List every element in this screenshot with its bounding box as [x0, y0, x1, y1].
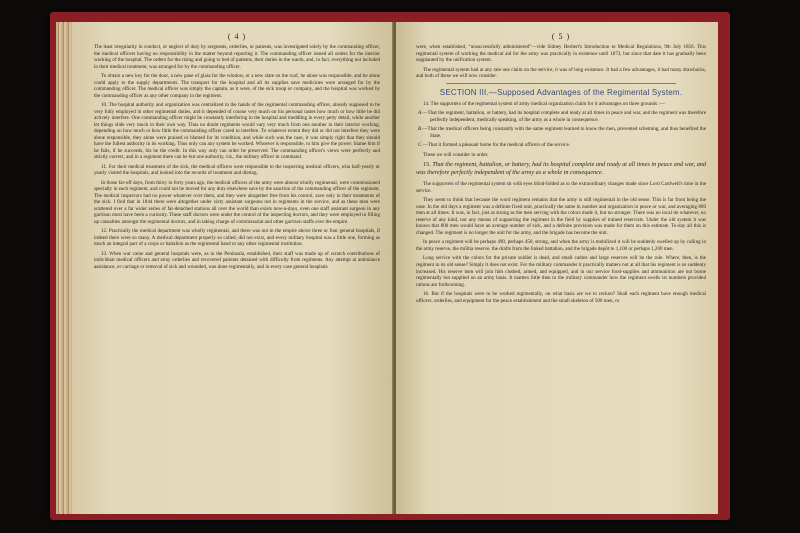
paragraph: 16. But if the hospitals were to be worked regimentally, on what basis are we to reckon? Shall each regiment have enough medical officers, orderlies, and equipment for the peace establishment and the small skeleton of 500 men, or — [416, 291, 706, 304]
advantage-text: —That the regiment, battalion, or battery, had its hospital complete and ready at all times in peace and war, and the regiment was therefore perfectly independent, medically speaking, of the army as a whole in consequence. — [422, 110, 706, 123]
paragraph: 11. For their medical treatment of the sick, the medical officers were responsible to the inspecting medical officers, who half-yearly or yearly visited the hospitals, and looked into the records of treatment and dieting. — [94, 163, 380, 177]
paragraph: They seem to think that because the word regiment remains that the army is still regimental in the old sense. This is far from being the case. In the old days a regiment was a definite fixed unit, practically the same in number and organization in peace or war, and averaging 800 men at all times. It was, in fact, just as strong as the men serving with the colors made it, but no stronger. There was no local tie whatever, no reserve of any kind, nor any means of supporting the regiment in the field by supplies of trained reservists. Under the old system it was known that 800 men would have an average number of sick, and a definite provision was made for them on this estimate. To-day all this is changed. The regiment is no longer the unit for the army, and the brigade has become the unit. — [416, 197, 706, 236]
paragraph: In those far-off days, from thirty to forty years ago, the medical officers of the army were almost wholly regimental, were commissioned specially in each regiment, and could not be moved for any duty elsewhere save by the sanction of the commanding officer of the regiment. The medical inspectors had no power whatever over them, and they were altogether free from his control, save only in their treatments of the sick. I find that in 1844 there were altogether under sixty assistant surgeons not in regiments in the service, and as these men were scattered over a far wider series of far-detached stations all over the world than exists now-a-days, even one staff assistant surgeon in any garrison must have been a curiosity. These staff doctors were under the control of the inspecting doctors, and they were employed in filling up casualties amongst the regimental doctors, and in taking charge of commissariat and other garrison staffs over the empire. — [94, 179, 380, 225]
advantage-text: —That the medical officers being constantly with the same regiment learned to know the men, prevented scheming, and thus benefited the State. — [422, 126, 706, 139]
advantage-letter: C. — [418, 142, 423, 149]
paragraph: 13. When war came and general hospitals were, as in the Peninsula, established, their staff was made up of scratch contributions of individual medical officers and stray orderlies and recovered patients detained with difficulty from regiments. Any attempt at ambulance assistance, or carriage or removal of sick and wounded, was done regimentally, and in every case general hospitals — [94, 250, 380, 270]
page-number: ( 5 ) — [551, 32, 571, 41]
paragraph: The regimental system had at any rate one claim on the service, it was of long existence. It had a few advantages, it had many drawbacks, and both of these we will now consider. — [416, 66, 706, 80]
right-page — [396, 22, 718, 514]
paragraph-number: 15. — [423, 161, 431, 169]
advantage-item — [416, 142, 706, 149]
paragraph: The supporters of the regimental system sit with eyes blind-folded as to the extraordinary changes made since Lord Cardwell's time in the service. — [416, 181, 706, 194]
advantage-letter: A. — [418, 110, 423, 117]
paragraph: 14. The supporters of the regimental system of army medical organization claim for it advantages on three grounds :— — [423, 100, 665, 107]
paragraph: In peace a regiment will be perhaps 490, perhaps 450, strong, and when the army is mobilized it will be suddenly swelled up by calling in the army reserve, the militia reserve, the drafts from the linked battalion, and the brigade depôt to 1,100 or perhaps 1,200 men. — [416, 239, 706, 252]
advantage-letter: B. — [418, 126, 423, 133]
italic-text: That the regiment, battalion, or battery, had its hospital complete and ready at all times in peace and war, and was therefore perfectly independent of the army as a whole in consequence. — [416, 161, 706, 177]
left-page — [72, 22, 394, 514]
paragraph: were, when established, “unsuccessfully administered”—vide Sidney Herbert's Introduction to Medical Regulations, 9th July 1856. This regimental system of working the medical aid for the army was practically in existence until 1873, but since that date it has gradually been supplanted by the unification system. — [416, 44, 706, 64]
paragraph: The least irregularity in conduct, or neglect of duty by sergeants, orderlies, or patients, was investigated solely by the commanding officer, the medical officers having no responsibility in the matter beyond reporting it. The commanding officer issued all orders for the interior working of the hospital. The orders for the rising and going to bed of patients, their duties in the wards, and, in fact, everything not included in their medical treatment, was arranged for by the commanding officer. — [94, 44, 380, 70]
paragraph: Long service with the colors for the private soldier is dead, and small cadres and large reserves will be the rule. Where, then, is the regiment in its old sense? Simply it does not exist. For the military commander it practically matters not at all that his regiment is so suddenly increased. His reserve men will join him clothed, armed, and equipped, and in our service food-supplies and ammunition are not borne regimentally but supplied on an army basis. It matters little then to the military commander how the regiment swells its numbers provided rations are forthcoming. — [416, 255, 706, 288]
paragraph: 10. The hospital authority and organization was centralized in the hands of the regimental commanding officer, already supposed to be very fully employed in other regimental duties, and it depended of course very much on his personal tastes how much or how little he did actively interfere. One commanding officer might be constantly interfering in the hospital and meddling in every petty detail, while another let things slide very much in their own way. Thus no doubt regiments would vary very much from one another in their interior working, depending on how much or how little the commanding officer cared to interfere. To whatever extent they did or did not interfere they were alone responsible, they alone were praised or blamed for its condition, and while such was the case, it was simply right that they should have the fullest authority in its working. Thus only can any system be worked. Whoever is responsible, to him give the power: blame him if he fails, if he succeeds, his be the credit. In this way only can order be preserved. The commanding officer's views were perfectly and strictly correct, and in a regiment there can be but one authority, viz., the military officer in command. — [94, 102, 380, 161]
paragraph: 12. Practically the medical department was wholly regimental, and there was not in the empire above three or four general hospitals, if indeed there were so many. A medical department properly so called, did not exist, and every military hospital was a little one, forming as much an integral part of a corps or battalion as the regimental band or any other regimental institution. — [94, 228, 380, 248]
advantage-item — [416, 126, 706, 139]
advantage-item — [416, 110, 706, 123]
divider — [446, 83, 676, 84]
advantage-text: —That it formed a pleasant home for the medical officers of the service. — [422, 142, 571, 149]
section-heading: SECTION III.—Supposed Advantages of the Regimental System. — [439, 87, 683, 97]
paragraph: These we will consider in order. — [423, 151, 489, 158]
page-number: ( 4 ) — [227, 32, 247, 41]
italic-paragraph — [416, 161, 706, 177]
paragraph: To obtain a new key for the door, a new pane of glass for the window, or a new slate on the roof, he alone was responsible, and he alone could apply to the supply departments. The transport for the hospital and all its supplies save medicines were arranged for by the commanding officer. The medical officer was simply the captain, as it were, of the sick troop or company, and the hospital was worked by the commanding officer as any other company in the regiment. — [94, 73, 380, 99]
page-edges — [56, 22, 72, 514]
